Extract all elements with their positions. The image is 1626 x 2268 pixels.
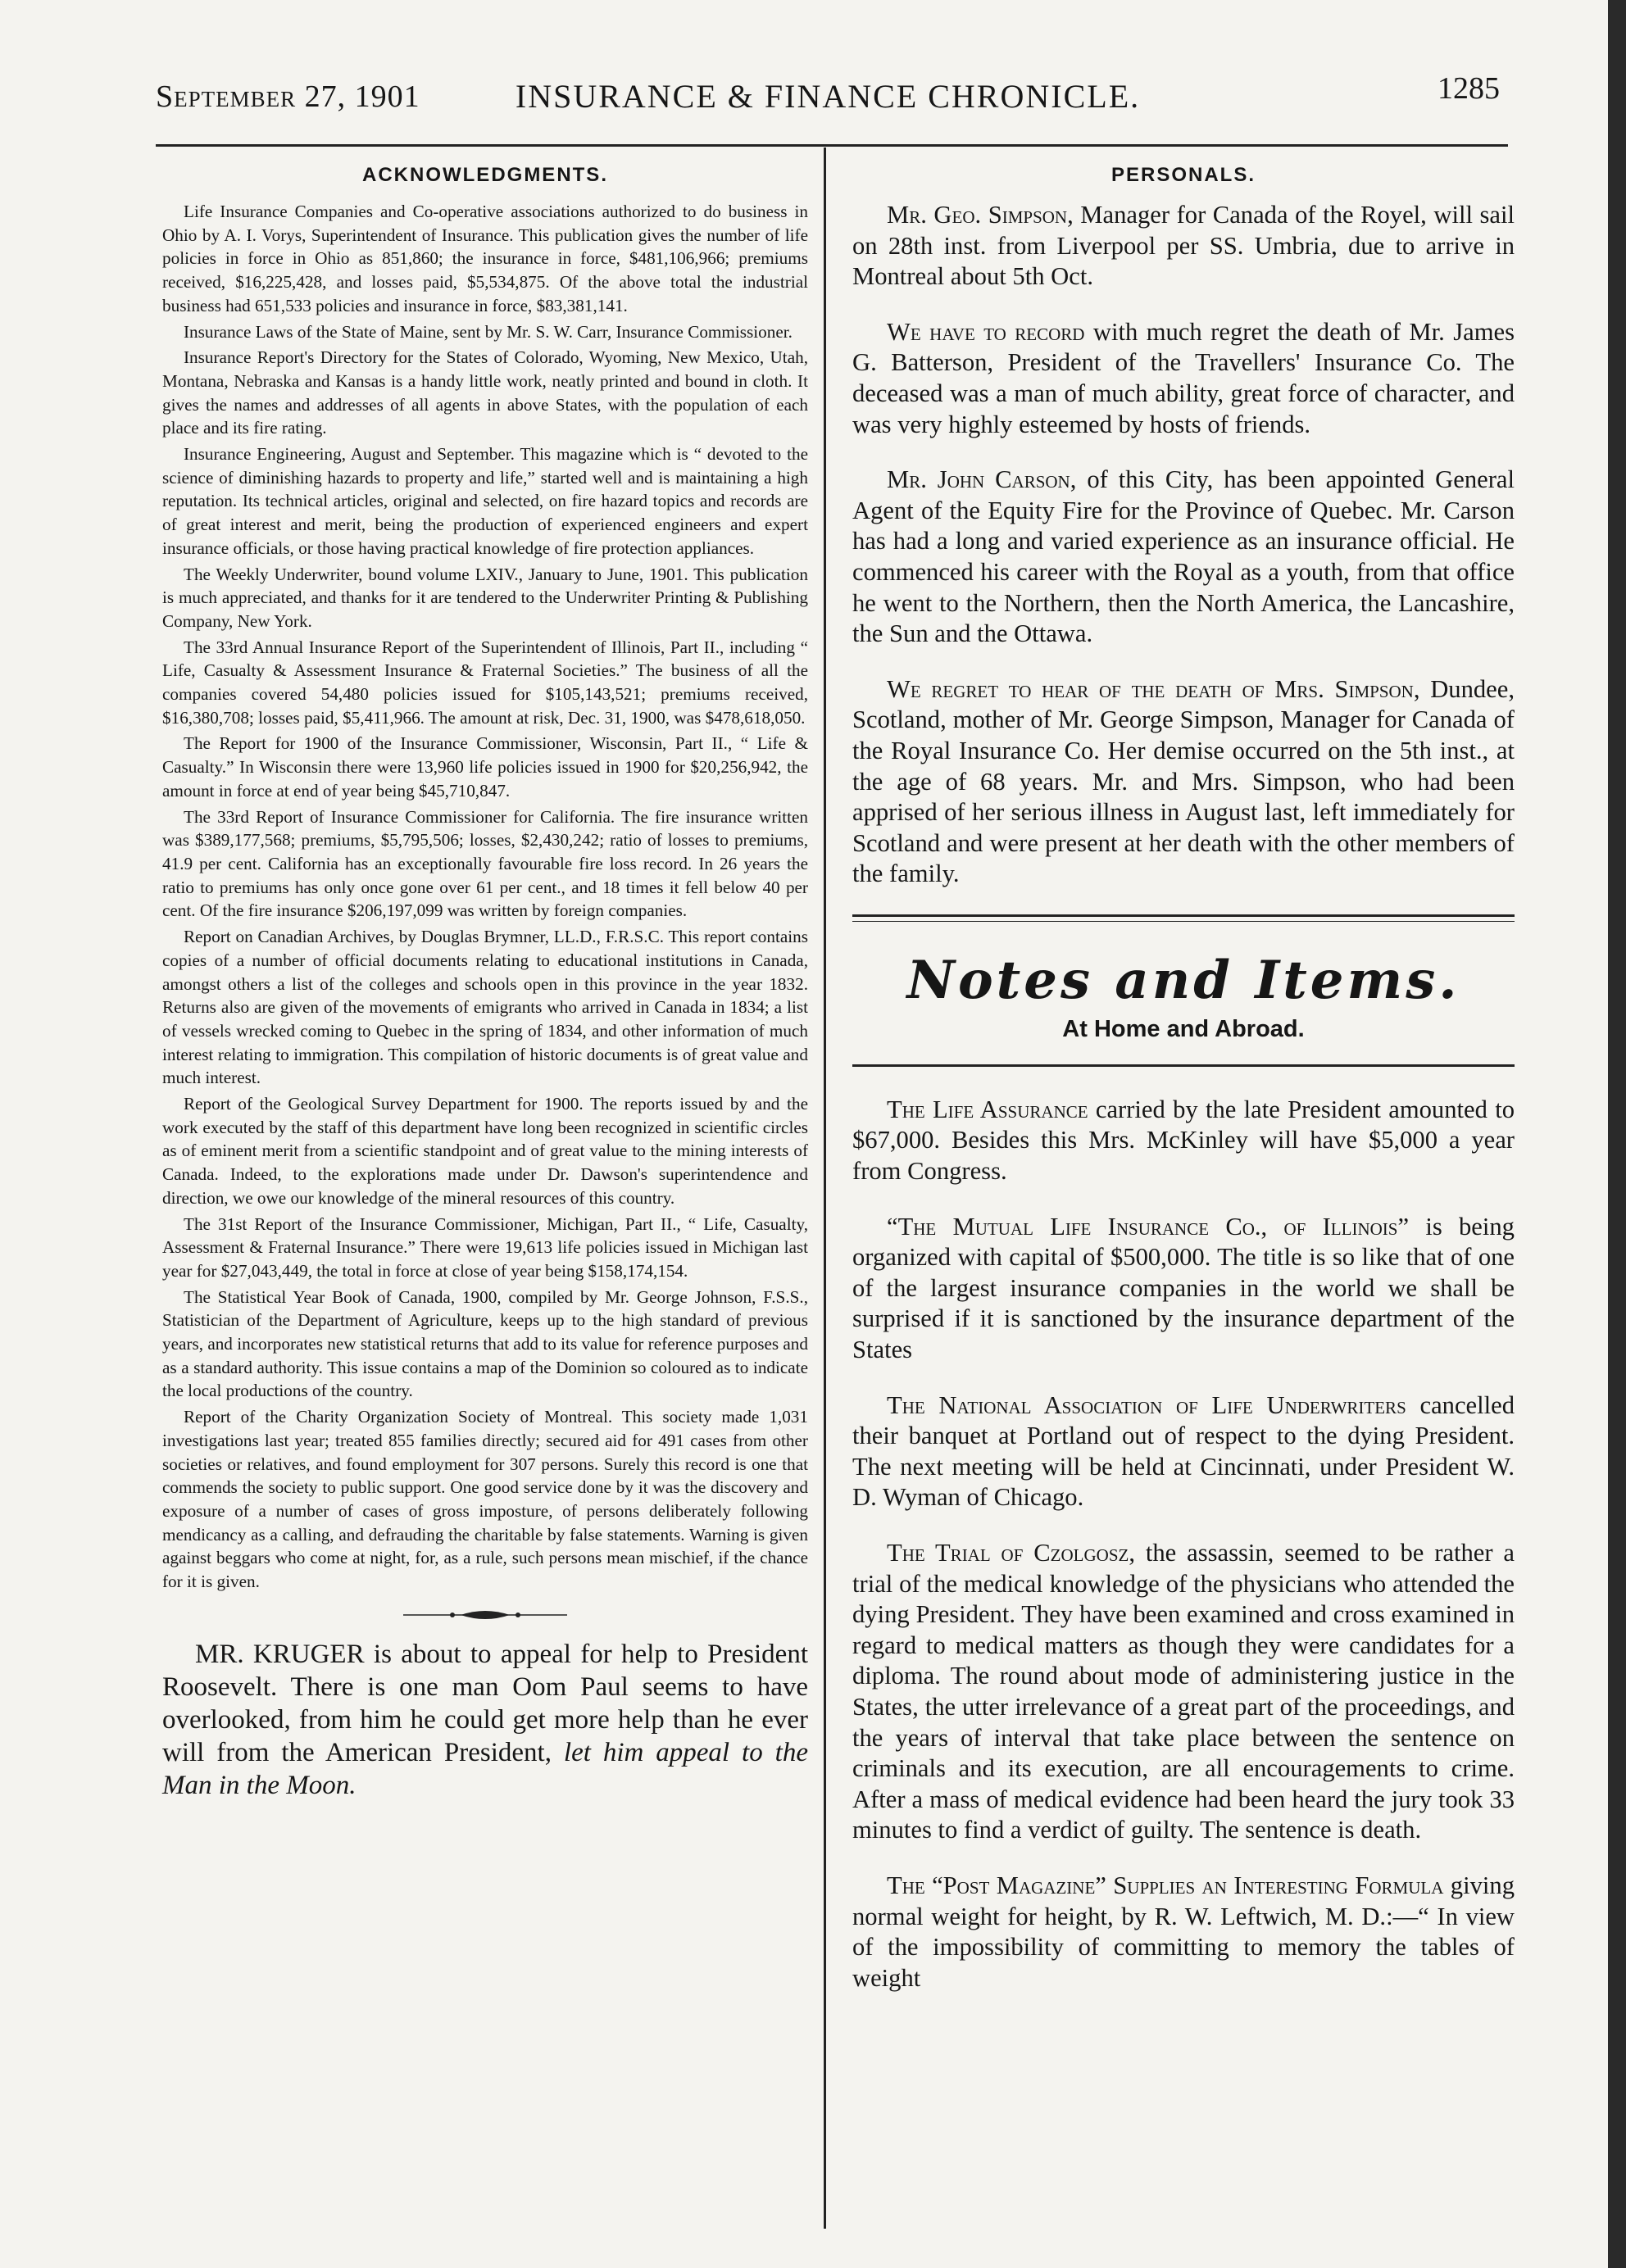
left-column xyxy=(162,157,808,1802)
header-date: September 27, 1901 xyxy=(156,79,420,114)
personals-heading: PERSONALS. xyxy=(1110,164,1256,186)
personal-lead: We regret to hear of the death of Mrs. Simpson xyxy=(887,674,1414,703)
note-text: giving normal weight for height, by R. W. Leftwich, M. D.:—“ In view of the impossibility of committing to memory the tables of weight xyxy=(852,1871,1515,1992)
kruger-paragraph xyxy=(162,1638,808,1802)
note-text: carried by the late President amounted to $67,000. Besides this Mrs. McKinley will have $5,000 a year from Congress. xyxy=(852,1095,1515,1186)
notes-subtitle: At Home and Abroad. xyxy=(1062,1015,1305,1042)
personal-text: , Dundee, Scotland, mother of Mr. George Simpson, Manager for Canada of the Royal Insurance Co. Her demise occurred on the 5th inst., at the age of 68 years. Mr. and Mrs. Simpson, who had been apprised of her serious illness in August last, left immediately for Scotland and were present at her death with the other members of the family. xyxy=(852,674,1515,888)
personal-lead: Mr. Geo. Simpson xyxy=(887,201,1068,229)
kruger-italic: let him appeal to the Man in the Moon. xyxy=(162,1737,808,1800)
personal-lead: Mr. John Carson xyxy=(887,465,1070,494)
note-lead: “The Mutual Life Insurance Co., of Illinois” xyxy=(887,1212,1410,1241)
personal-paragraph xyxy=(852,317,1515,440)
note-lead: The Life Assurance xyxy=(887,1095,1088,1123)
ack-paragraph: Report of the Geological Survey Department for 1900. The reports issued by and the work executed by the staff of this department have long been recognized in scientific circles as of eminent merit from a scientific standpoint and of great value to the mining interests of Canada. Indeed, to the explorations made under Dr. Dawson's superintendence and direction, we owe our knowledge of the mineral resources of this country. xyxy=(162,1094,808,1208)
note-paragraph xyxy=(852,1095,1515,1187)
personal-text: , of this City, has been appointed General Agent of the Equity Fire for the Province of Quebec. Mr. Carson has had a long and varied experience as an insurance official. He commenced his career with the Royal as a youth, from that office he went to the Northern, then the North America, the Lancashire, the Sun and the Ottawa. xyxy=(852,465,1515,648)
note-lead: The National Association of Life Underwriters xyxy=(887,1390,1406,1419)
note-text: cancelled their banquet at Portland out of respect to the dying President. The next meeting will be held at Cincinnati, under President W. D. Wyman of Chicago. xyxy=(852,1390,1515,1512)
ack-paragraph: Report of the Charity Organization Society of Montreal. This society made 1,031 investigations last year; treated 855 families directly; secured aid for 491 cases from other societies or relatives, and found employment for 307 persons. Surely this record is one that commends the society to public support. One good service done by it was the discovery and exposure of a number of cases of gross imposture, of persons deliberately following mendicancy as a calling, and defrauding the charitable by false statements. Warning is given against beggars who come at night, for, as a rule, such persons mean mischief, if the chance for it is given. xyxy=(162,1407,808,1592)
kruger-text: MR. KRUGER is about to appeal for help to President Roosevelt. There is one man Oom Paul seems to have overlooked, from him he could get more help than he ever will from the American President, xyxy=(162,1639,808,1767)
column-divider xyxy=(824,147,826,2229)
personals-body xyxy=(852,200,1515,890)
ack-paragraph: Insurance Engineering, August and September. This magazine which is “ devoted to the science of diminishing hazards to property and life,” started well and is maintaining a high reputation. Its technical articles, original and selected, on fire hazard topics and records are of great interest and merit, being the production of experienced engineers and expert insurance officials, or those having practical knowledge of fire protection appliances. xyxy=(162,444,808,558)
ack-paragraph: The Statistical Year Book of Canada, 1900, compiled by Mr. George Johnson, F.S.S., Statistician of the Department of Agriculture, keeps up to the high standard of previous years, and incorporates new statistical returns that add to its value for reference purposes and as a standard authority. This issue contains a map of the Dominion so coloured as to indicate the local productions of the country. xyxy=(162,1286,808,1401)
note-lead: The “Post Magazine” Supplies an Interesting Formula xyxy=(887,1871,1444,1899)
personal-paragraph xyxy=(852,674,1515,890)
ack-paragraph: Insurance Laws of the State of Maine, sent by Mr. S. W. Carr, Insurance Commissioner. xyxy=(184,321,793,342)
notes-title: Notes and Items. xyxy=(906,949,1460,1011)
note-text: , the assassin, seemed to be rather a trial of the medical knowledge of the physicians who attended the dying President. They have been examined and cross examined in regard to medical matters as though they were candidates for a diploma. The round about mode of administering justice in the States, the utter irrelevance of a great part of the proceedings, and the years of interval that take place between the sentence on criminals and its execution, are all encouragements to crime. After a mass of medical evidence had been heard the jury took 33 minutes to find a verdict of guilty. The sentence is death. xyxy=(852,1539,1515,1844)
personal-text: with much regret the death of Mr. James G. Batterson, President of the Travellers' Insurance Co. The deceased was a man of much ability, great force of character, and was very highly esteemed by hosts of friends. xyxy=(852,317,1515,438)
personal-lead: We have to record xyxy=(887,317,1085,346)
section-double-rule xyxy=(852,914,1515,922)
ack-paragraph: The Report for 1900 of the Insurance Commissioner, Wisconsin, Part II., “ Life & Casualty.” In Wisconsin there were 13,960 life policies issued in 1900 for $20,256,942, the amount in force at end of year being $45,710,847. xyxy=(162,733,808,801)
header-rule xyxy=(156,144,1508,147)
ornament-divider xyxy=(162,1608,808,1622)
note-paragraph xyxy=(852,1212,1515,1366)
ack-paragraph: The Weekly Underwriter, bound volume LXIV., January to June, 1901. This publication is much appreciated, and thanks for it are tendered to the Underwriter Printing & Publishing Company, New York. xyxy=(162,564,808,631)
note-paragraph xyxy=(852,1538,1515,1846)
acknowledgments-heading: ACKNOWLEDGMENTS. xyxy=(362,164,608,186)
ack-paragraph: The 33rd Annual Insurance Report of the Superintendent of Illinois, Part II., including “ Life, Casualty & Assessment Insurance & Fraternal Societies.” The business of all the companies covered 54,480 policies issued for $105,143,521; premiums received, $16,380,708; losses paid, $5,411,966. The amount at risk, Dec. 31, 1900, was $478,618,050. xyxy=(162,637,808,728)
ack-paragraph: Report on Canadian Archives, by Douglas Brymner, LL.D., F.R.S.C. This report contains copies of a number of official documents relating to educational institutions in Canada, amongst others a list of the colleges and schools open in this province in the year 1832. Returns also are given of the movements of emigrants who arrived in Canada in 1834; a list of vessels wrecked coming to Quebec in the spring of 1834, and other information of much interest relating to immigration. This compilation of historic documents is of great value and much interest. xyxy=(162,927,808,1088)
scan-edge xyxy=(1608,0,1626,2268)
right-column xyxy=(852,157,1515,2018)
personal-text: , Manager for Canada of the Royel, will sail on 28th inst. from Liverpool per SS. Umbria, due to arrive in Montreal about 5th Oct. xyxy=(852,201,1515,291)
page-header xyxy=(156,70,1500,120)
personal-paragraph xyxy=(852,200,1515,293)
notes-body xyxy=(852,1095,1515,1994)
ack-paragraph: Life Insurance Companies and Co-operative associations authorized to do business in Ohio by A. I. Vorys, Superintendent of Insurance. This publication gives the number of life policies in force in Ohio as 851,860; the insurance in force, $481,106,966; premiums received, $16,225,428, and losses paid, $5,534,875. Of the above total the industrial business had 651,533 policies and insurance in force, $83,381,141. xyxy=(162,202,808,315)
header-title: INSURANCE & FINANCE CHRONICLE. xyxy=(515,78,1141,115)
acknowledgments-body xyxy=(162,200,808,1594)
note-paragraph xyxy=(852,1390,1515,1513)
ack-paragraph: The 33rd Report of Insurance Commissioner for California. The fire insurance written was $389,177,568; premiums, $5,795,506; losses, $2,430,242; ratio of losses to premiums, 41.9 per cent. California has an exceptionally favourable fire loss record. In 26 years the ratio to premiums has only once gone over 61 per cent., and 18 times it fell below 40 per cent. Of the fire insurance $206,197,099 was written by foreign companies. xyxy=(162,806,808,921)
notes-rule xyxy=(852,1064,1515,1067)
note-text: is being organized with capital of $500,000. The title is so like that of one of the largest insurance companies in the world we shall be surprised if it is sanctioned by the insurance department of the States xyxy=(852,1212,1515,1364)
note-lead: The Trial of Czolgosz xyxy=(887,1539,1129,1567)
ack-paragraph: The 31st Report of the Insurance Commissioner, Michigan, Part II., “ Life, Casualty, Assessment & Fraternal Insurance.” There were 19,613 life policies issued in Michigan last year for $27,043,449, the total in force at close of year being $158,174,154. xyxy=(162,1213,808,1281)
kruger-item xyxy=(162,1638,808,1802)
ack-paragraph: Insurance Report's Directory for the States of Colorado, Wyoming, New Mexico, Utah, Montana, Nebraska and Kansas is a handy little work, neatly printed and bound in cloth. It gives the names and addresses of all agents in above States, with the population of each place and its fire rating. xyxy=(162,347,808,438)
page-number: 1285 xyxy=(1438,71,1500,106)
note-paragraph xyxy=(852,1871,1515,1994)
personal-paragraph xyxy=(852,465,1515,650)
